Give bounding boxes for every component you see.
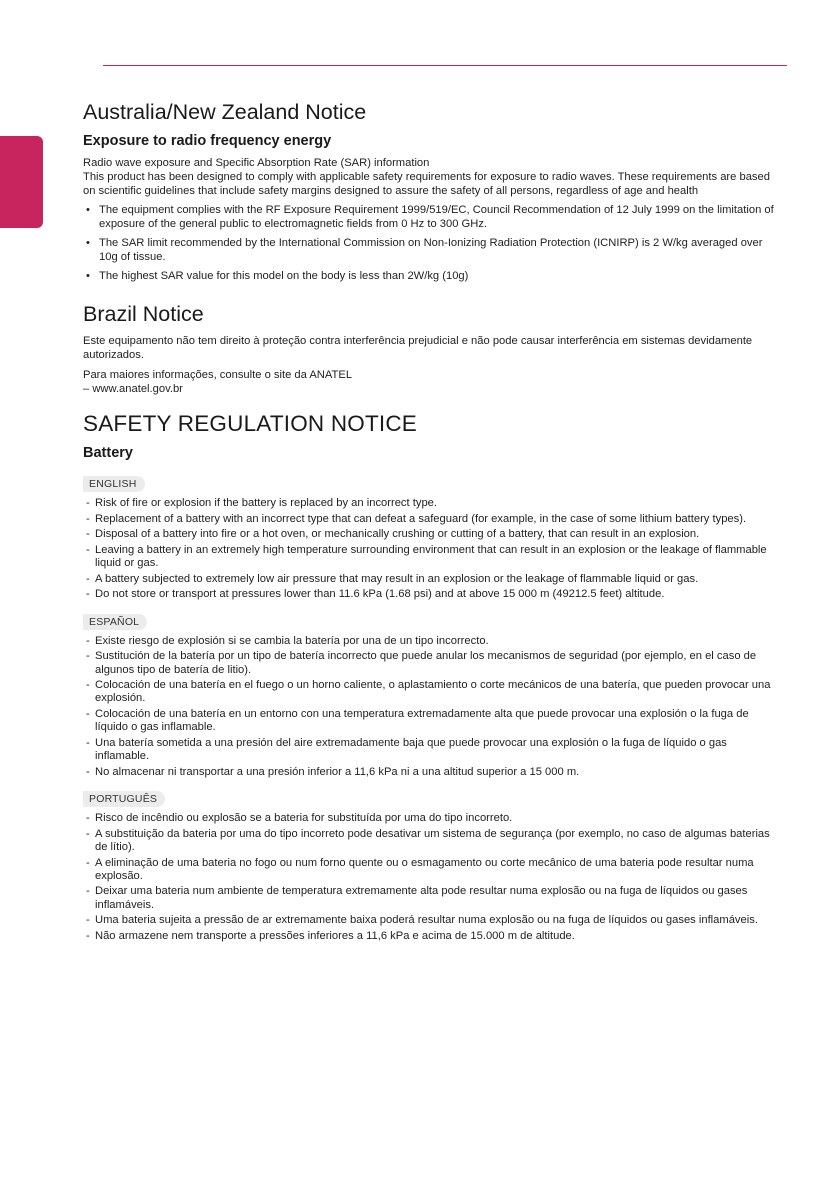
list-item: - Existe riesgo de explosión si se cambia la batería por una de un tipo incorrecto. (83, 635, 783, 648)
section-side-tab (0, 136, 43, 228)
brazil-section (83, 300, 783, 396)
sar-bullet-list (83, 203, 783, 283)
anatel-link[interactable]: – www.anatel.gov.br (83, 383, 183, 395)
lang-tag-spanish: ESPAÑOL (83, 614, 147, 630)
lang-tag-portuguese: PORTUGUÊS (83, 791, 165, 807)
sar-intro-text: This product has been designed to comply with applicable safety requirements for exposure to radio waves. These requirements are based on scientific guidelines that include safety margins designed to assure the safety of all persons, regardless of age and health (83, 171, 770, 197)
brazil-title: Brazil Notice (83, 302, 204, 326)
australia-nz-section (83, 98, 783, 283)
list-item: - Colocación de una batería en el fuego o un horno caliente, o aplastamiento o corte mecánicos de una batería, que pueden provocar una explosión. (83, 679, 783, 705)
list-item: - No almacenar ni transportar a una presión inferior a 11,6 kPa ni a una altitud superior a 15 000 m. (83, 766, 783, 779)
list-item: - Una batería sometida a una presión del aire extremadamente baja que puede provocar una explosión o la fuga de líquido o gas inflamable. (83, 737, 783, 763)
english-list (83, 497, 783, 601)
safety-section (83, 410, 783, 943)
spanish-list (83, 635, 783, 779)
list-item: - A substituição da bateria por uma do tipo incorreto pode desativar um sistema de segurança (por exemplo, no caso de algumas baterias de lítio). (83, 828, 783, 854)
list-item: • The equipment complies with the RF Exposure Requirement 1999/519/EC, Council Recommendation of 12 July 1999 on the limitation of exposure of the general public to electromagnetic fields from 0 Hz to 300 GHz. (83, 203, 783, 231)
list-item: - Disposal of a battery into fire or a hot oven, or mechanically crushing or cutting of a battery, that can result in an explosion. (83, 528, 783, 541)
list-item: - Colocación de una batería en un entorno con una temperatura extremadamente alta que puede provocar una explosión o la fuga de líquido o gas inflamable. (83, 708, 783, 734)
battery-subtitle: Battery (83, 445, 133, 461)
list-item: - Replacement of a battery with an incorrect type that can defeat a safeguard (for example, in the case of some lithium battery types). (83, 513, 783, 526)
list-item: - Do not store or transport at pressures lower than 11.6 kPa (1.68 psi) and at above 15 000 m (49212.5 feet) altitude. (83, 588, 783, 601)
portuguese-list (83, 812, 783, 943)
rf-exposure-subtitle: Exposure to radio frequency energy (83, 133, 332, 149)
safety-title: SAFETY REGULATION NOTICE (83, 411, 418, 436)
list-item: - Não armazene nem transporte a pressões inferiores a 11,6 kPa e acima de 15.000 m de altitude. (83, 930, 783, 943)
list-item: - Risco de incêndio ou explosão se a bateria for substituída por uma do tipo incorreto. (83, 812, 783, 825)
list-item: • The SAR limit recommended by the International Commission on Non-Ionizing Radiation Protection (ICNIRP) is 2 W/kg averaged over 10g of tissue. (83, 236, 783, 264)
list-item: - Sustitución de la batería por un tipo de batería incorrecto que puede anular los mecanismos de seguridad (por ejemplo, en el caso de algunos tipo de batería de litio). (83, 650, 783, 676)
list-item: - A battery subjected to extremely low air pressure that may result in an explosion or the leakage of flammable liquid or gas. (83, 573, 783, 586)
list-item: - Deixar uma bateria num ambiente de temperatura extremamente alta pode resultar numa explosão ou na fuga de líquidos ou gases inflamáveis. (83, 885, 783, 911)
australia-nz-title: Australia/New Zealand Notice (83, 100, 367, 124)
list-item: - Risk of fire or explosion if the battery is replaced by an incorrect type. (83, 497, 783, 510)
list-item: • The highest SAR value for this model on the body is less than 2W/kg (10g) (83, 269, 783, 283)
page-content (83, 98, 783, 945)
list-item: - A eliminação de uma bateria no fogo ou num forno quente ou o esmagamento ou corte mecânico de uma bateria pode resultar numa explosão. (83, 857, 783, 883)
brazil-paragraph: Este equipamento não tem direito à proteção contra interferência prejudicial e não pode causar interferência em sistemas devidamente autorizados. (83, 335, 753, 361)
anatel-info: Para maiores informações, consulte o site da ANATEL (83, 369, 353, 381)
list-item: - Uma bateria sujeita a pressão de ar extremamente baixa poderá resultar numa explosão ou na fuga de líquidos ou gases inflamáveis. (83, 914, 783, 927)
lang-tag-english: ENGLISH (83, 476, 145, 492)
sar-intro-heading: Radio wave exposure and Specific Absorption Rate (SAR) information (83, 157, 430, 169)
header-rule (103, 65, 787, 66)
list-item: - Leaving a battery in an extremely high temperature surrounding environment that can result in an explosion or the leakage of flammable liquid or gas. (83, 544, 783, 570)
